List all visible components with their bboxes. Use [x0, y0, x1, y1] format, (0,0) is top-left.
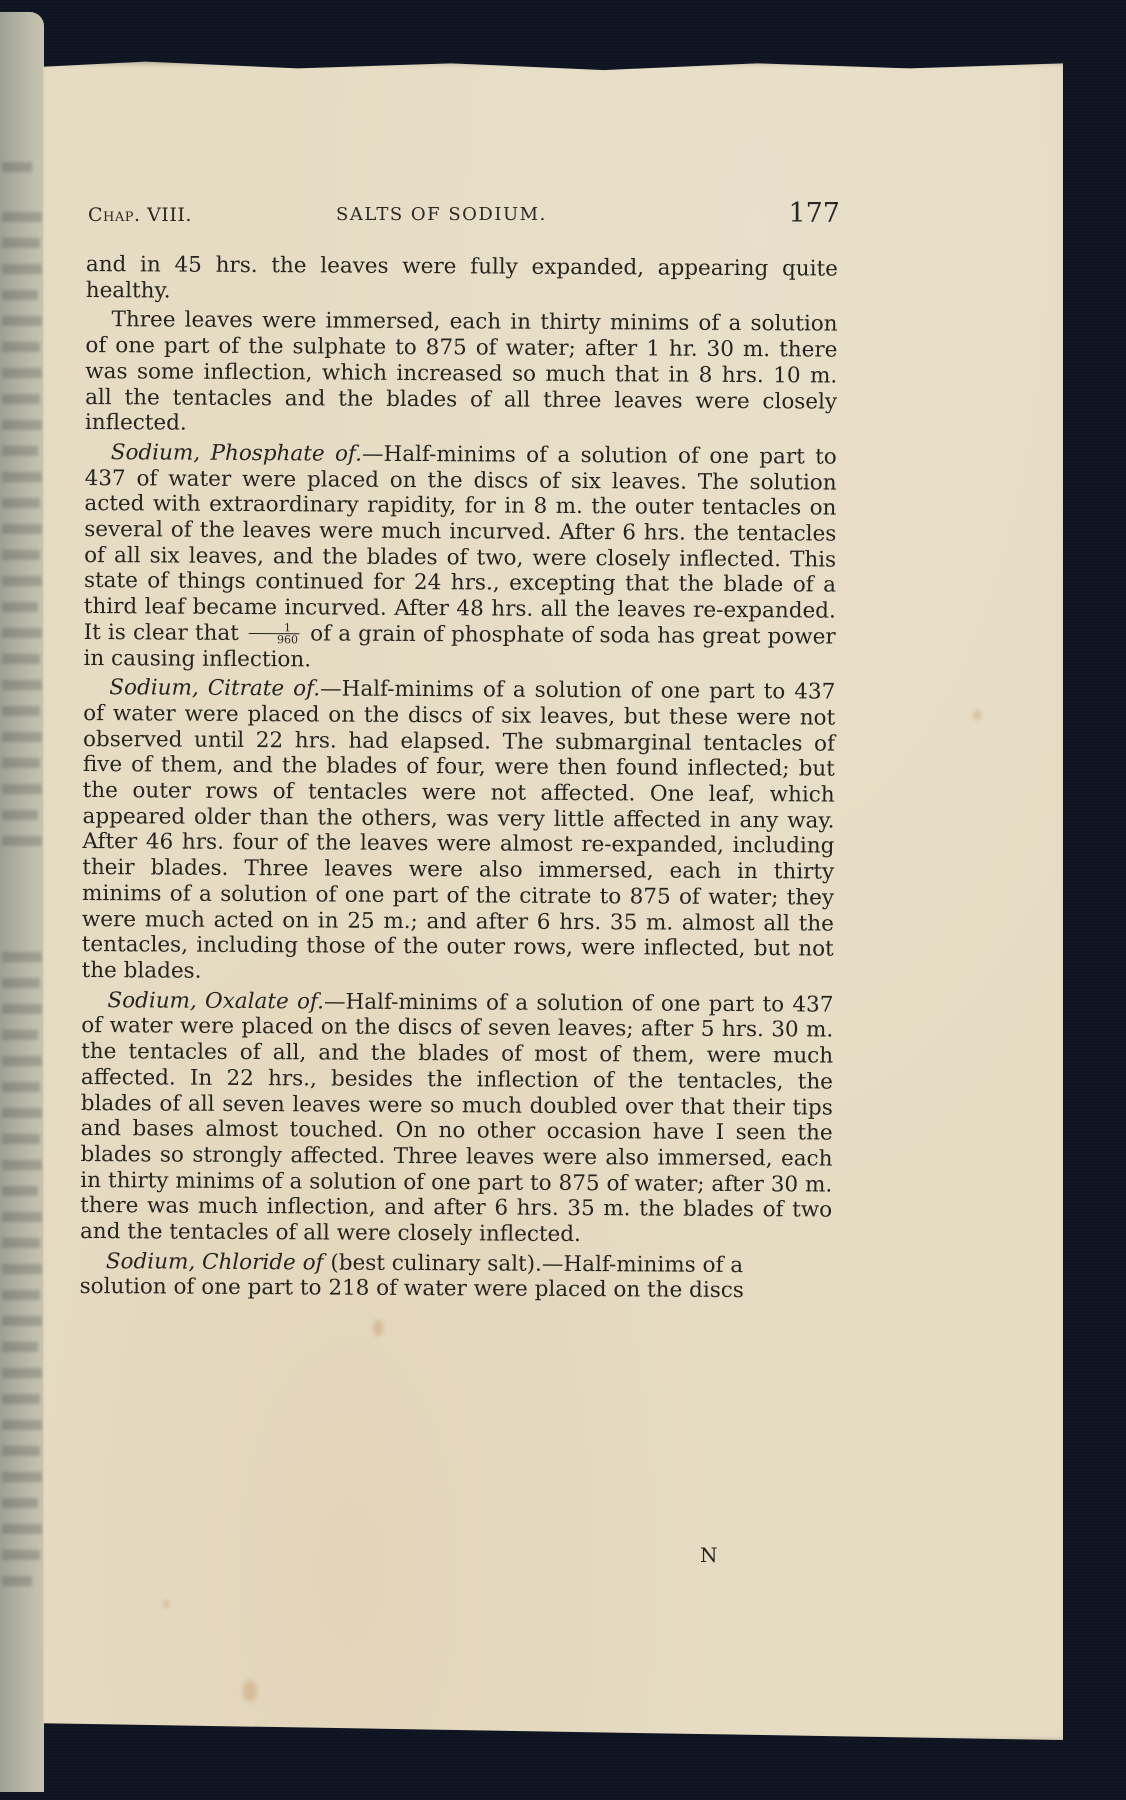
ghost-text-line	[2, 1394, 40, 1404]
signature-mark: N	[700, 1543, 718, 1567]
ghost-text-line	[2, 836, 42, 846]
paragraph-heading: Sodium, Oxalate of.	[107, 987, 325, 1015]
ghost-text-line	[2, 1472, 42, 1482]
ghost-text-line	[2, 1420, 42, 1430]
ghost-text-line	[2, 784, 42, 794]
ghost-text-line	[2, 1342, 38, 1352]
ghost-text-line	[2, 628, 42, 638]
ghost-text-line	[2, 706, 40, 716]
ghost-text-line	[2, 420, 42, 430]
ghost-text-line	[2, 654, 40, 664]
fraction-denominator: 960	[276, 633, 299, 647]
ghost-text-line	[2, 576, 42, 586]
fraction-numerator: 1	[249, 622, 300, 634]
ghost-text-line	[2, 1004, 42, 1014]
ghost-text-line	[2, 1316, 42, 1326]
ghost-text-line	[2, 368, 42, 378]
paragraph-heading: Sodium, Citrate of.	[109, 675, 321, 702]
ghost-text-line	[2, 394, 40, 404]
ghost-text-line	[2, 952, 42, 962]
ghost-text-line	[2, 162, 32, 172]
ghost-text-line	[2, 524, 42, 534]
paragraph-text: —Half-minims of a solution of one part to 437 of water were placed on the discs of seven leaves; after 5 hrs. 30 m. the tentacles of all, and the blades of most of them, were much affected. In 22 hrs., besides the inflection of the tentacles, the blades of all seven leaves were so much doubled over that their tips and bases almost touched. On no other occasion have I seen the blades so strongly affected. Three leaves were also immersed, each in thirty minims of a solution of one part to 875 of water; after 30 m. there was much inflection, and after 6 hrs. 35 m. the blades of two and the tentacles of all were closely inflected.	[79, 989, 834, 1248]
ghost-text-line	[2, 1160, 42, 1170]
ghost-text-line	[2, 550, 40, 560]
ghost-text-line	[2, 1550, 40, 1560]
ghost-text-line	[2, 758, 40, 768]
ghost-text-line	[2, 810, 38, 820]
paragraph-text: Three leaves were immersed, each in thirty minims of a solution of one part of the sulphate to 875 of water; after 1 hr. 30 m. there was some inflection, which increased so much that in 8 hrs. 10 m. all the tentacles and the blades of all three leaves were closely inflected.	[84, 307, 838, 436]
ghost-text-line	[2, 1238, 40, 1248]
running-head	[88, 198, 840, 234]
section-title: SALTS OF SODIUM.	[336, 204, 547, 225]
paragraph-sodium-phosphate	[83, 440, 836, 676]
ghost-text-line	[2, 446, 38, 456]
ghost-text-line	[2, 680, 42, 690]
chapter-label: Chap. VIII.	[88, 204, 192, 226]
ghost-text-line	[2, 264, 42, 274]
body-text	[80, 252, 838, 1309]
ghost-text-line	[2, 212, 42, 222]
ghost-text-line	[2, 978, 40, 988]
ghost-text-line	[2, 1264, 42, 1274]
ghost-text-line	[2, 1368, 42, 1378]
paragraph-text: and in 45 hrs. the leaves were fully expanded, appearing quite healthy.	[85, 252, 838, 304]
ghost-text-line	[2, 1212, 42, 1222]
ghost-text-line	[2, 1030, 38, 1040]
paragraph-sodium-citrate	[82, 675, 836, 988]
ghost-text-line	[2, 1082, 40, 1092]
ghost-text-line	[2, 1108, 42, 1118]
ghost-text-line	[2, 1446, 40, 1456]
previous-page-edge	[0, 12, 44, 1792]
paragraph	[85, 307, 838, 440]
paragraph-text: (best culinary salt).—Half-minims of a solution of one part to 218 of water were placed on the discs	[79, 1250, 744, 1304]
foxing-spot	[373, 1320, 383, 1336]
fraction	[249, 622, 300, 645]
paragraph-text: of a grain of phosphate of soda has great power in causing inflection.	[83, 621, 836, 672]
ghost-text-line	[2, 1524, 42, 1534]
paragraph-text: —Half-minims of a solution of one part to 437 of water were placed on the discs of six leaves. The solution acted with extraordinary rapidity, for in 8 m. the outer tentacles on several of the leaves were much incurved. After 6 hrs. the tentacles of all six leaves, and the blades of two, were closely inflected. This state of things continued for 24 hrs., excepting that the blade of a third leaf became incurved. After 48 hrs. all the leaves re-expanded. It is clear that	[83, 441, 837, 646]
ghost-text-line	[2, 498, 40, 508]
ghost-text-line	[2, 290, 38, 300]
ghost-text-line	[2, 1186, 38, 1196]
page-number: 177	[788, 198, 840, 229]
foxing-spot	[973, 710, 981, 720]
paragraph-text: —Half-minims of a solution of one part to 437 of water were placed on the discs of six leaves, but these were not observed until 22 hrs. had elapsed. The submarginal tentacles of five of them, and the blades of four, were then found inflected; but the outer rows of tentacles were not affected. One leaf, which appeared older than the others, was very little affected in any way. After 46 hrs. four of the leaves were almost re-expanded, including their blades. Three leaves were also immersed, each in thirty minims of a solution of one part of the citrate to 875 of water; they were much acted on in 25 m.; and after 6 hrs. 35 m. almost all the tentacles, including those of the outer rows, were inflected, but not the blades.	[81, 676, 836, 984]
paragraph-heading: Sodium, Phosphate of.	[110, 440, 363, 467]
foxing-spot	[163, 1600, 169, 1608]
paragraph	[86, 252, 838, 308]
ghost-text-line	[2, 1576, 32, 1586]
ghost-text-line	[2, 1134, 40, 1144]
ghost-text-line	[2, 342, 40, 352]
ghost-text-line	[2, 316, 42, 326]
ghost-text-line	[2, 238, 40, 248]
ghost-text-line	[2, 472, 42, 482]
ghost-text-line	[2, 602, 38, 612]
paragraph-heading: Sodium, Chloride of	[105, 1248, 324, 1276]
ghost-text-line	[2, 732, 42, 742]
ghost-text-line	[2, 1056, 42, 1066]
paragraph-sodium-chloride	[80, 1249, 832, 1305]
ghost-text-line	[2, 1498, 38, 1508]
paragraph-sodium-oxalate	[80, 988, 834, 1250]
foxing-spot	[243, 1680, 257, 1702]
ghost-text-line	[2, 1290, 40, 1300]
